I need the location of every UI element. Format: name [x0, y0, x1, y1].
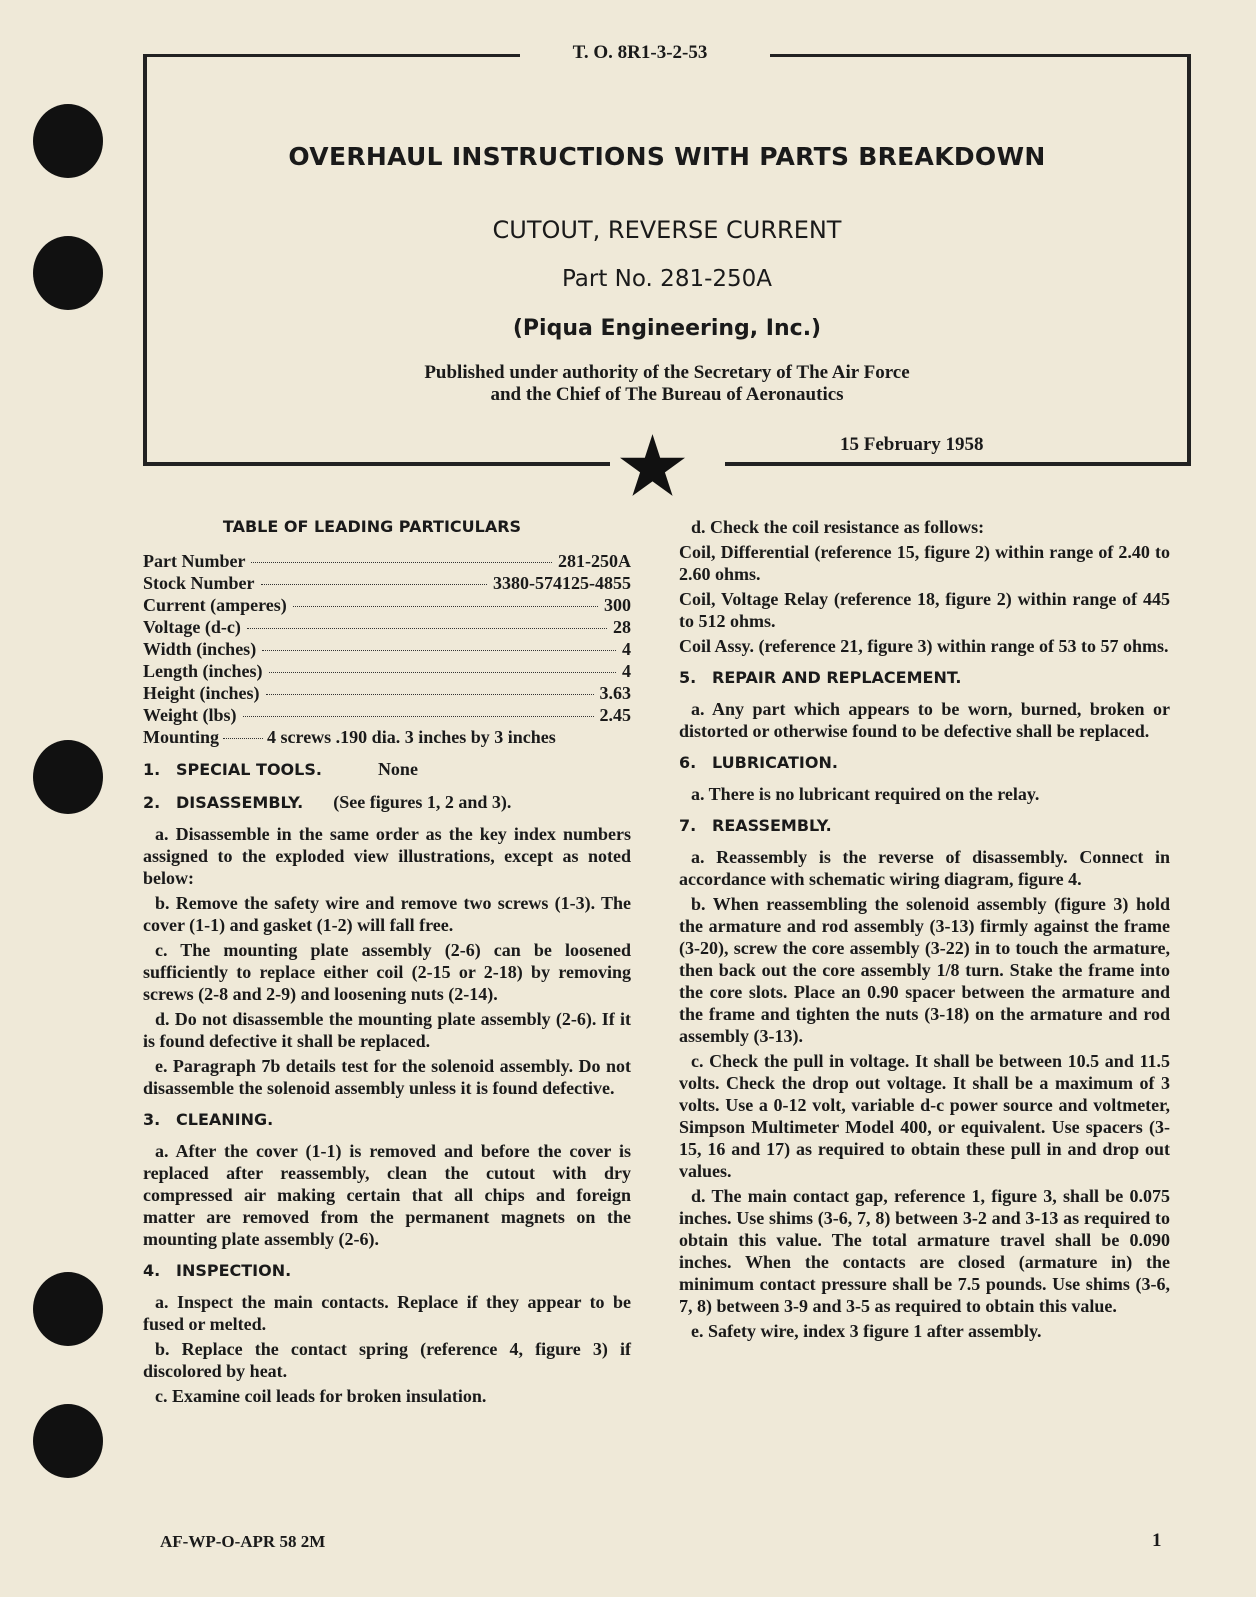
star-icon	[620, 434, 685, 496]
authority-line-2: and the Chief of The Bureau of Aeronautics	[490, 384, 844, 405]
section-heading-lubrication	[679, 752, 1170, 774]
paragraph: c. The mounting plate assembly (2-6) can be loosened sufficiently to replace either coil (2-15 or 2-18) by removing screws (2-8 and 2-9) and loosening nuts (2-14).	[143, 940, 631, 1004]
paragraph: d. The main contact gap, reference 1, figure 3, shall be 0.075 inches. Use shims (3-6, 7, 8) between 3-2 and 3-13 as required to obtain this value. The total armature travel shall be 0.090 inches. When the contacts are closed (armature in) the minimum contact pressure shall be 7.5 pounds. Use shims (3-6, 7, 8) between 3-9 and 3-5 as required to obtain this value.	[679, 1186, 1170, 1316]
part-number-heading: Part No. 281-250A	[561, 266, 773, 292]
paragraph: b. Remove the safety wire and remove two screws (1-3). The cover (1-1) and gasket (1-2) will fall free.	[143, 893, 631, 935]
authority-line-1: Published under authority of the Secretary of The Air Force	[424, 362, 910, 383]
particular-label: Length (inches)	[143, 661, 263, 681]
section-title: CLEANING.	[176, 1110, 274, 1129]
section-heading-repair	[679, 667, 1170, 689]
particular-value: 28	[613, 617, 631, 637]
particular-value: 4	[622, 661, 631, 681]
section-title: INSPECTION.	[176, 1261, 292, 1280]
paragraph: a. Reassembly is the reverse of disassembly. Connect in accordance with schematic wiring diagram, figure 4.	[679, 847, 1170, 889]
particulars-row	[143, 704, 631, 726]
paragraph: d. Do not disassemble the mounting plate assembly (2-6). If it is found defective it shall be replaced.	[143, 1009, 631, 1051]
section-title: LUBRICATION.	[712, 753, 838, 772]
particular-label: Voltage (d-c)	[143, 617, 241, 637]
particulars-row	[143, 682, 631, 704]
particular-label: Height (inches)	[143, 683, 260, 703]
binder-hole-3	[33, 740, 103, 814]
particular-value: 4	[622, 639, 631, 659]
print-code: AF-WP-O-APR 58 2M	[160, 1532, 326, 1551]
section-title: REASSEMBLY.	[712, 816, 832, 835]
paragraph: a. After the cover (1-1) is removed and before the cover is replaced after reassembly, clean the cutout with dry compressed air making certain that all chips and foreign matter are removed from the permanent magnets on the mounting plate assembly (2-6).	[143, 1141, 631, 1249]
authority-statement	[143, 362, 1191, 406]
particular-value: 2.45	[599, 705, 631, 725]
paragraph: a. Any part which appears to be worn, burned, broken or distorted or otherwise found to be defective shall be replaced.	[679, 699, 1170, 741]
page-number: 1	[1152, 1530, 1162, 1551]
paragraph: Coil, Differential (reference 15, figure 2) within range of 2.40 to 2.60 ohms.	[679, 542, 1170, 584]
binder-hole-2	[33, 236, 103, 310]
publication-date: 15 February 1958	[840, 434, 984, 455]
paragraph: c. Check the pull in voltage. It shall be between 10.5 and 11.5 volts. Check the drop out voltage. It shall be a maximum of 3 volts. Use a 0-12 volt, variable d-c power source and voltmeter, Simpson Multimeter Model 400, or equivalent. Use spacers (3-15, 16 and 17) as required to obtain these pull in and drop out values.	[679, 1051, 1170, 1181]
section-number: 1.	[143, 760, 161, 779]
particular-label: Mounting	[143, 727, 220, 747]
particulars-row	[143, 660, 631, 682]
section-title: REPAIR AND REPLACEMENT.	[712, 668, 962, 687]
section-title: DISASSEMBLY.	[176, 793, 304, 812]
to-number: T. O. 8R1-3-2-53	[520, 42, 760, 64]
paragraph: c. Examine coil leads for broken insulation.	[155, 1386, 487, 1406]
particulars-row	[143, 550, 631, 572]
paragraph: a. Inspect the main contacts. Replace if they appear to be fused or melted.	[143, 1292, 631, 1334]
leader-dots	[269, 672, 616, 673]
paragraph: e. Safety wire, index 3 figure 1 after assembly.	[691, 1321, 1042, 1341]
left-column	[143, 516, 631, 1410]
particular-label: Weight (lbs)	[143, 705, 237, 725]
paragraph: d. Check the coil resistance as follows:	[691, 517, 985, 537]
particulars-table	[143, 550, 631, 748]
paragraph: b. When reassembling the solenoid assembly (figure 3) hold the armature and rod assembly (3-13) firmly against the frame (3-20), screw the core assembly (3-22) in to touch the armature, then back out the core assembly 1/8 turn. Stake the frame into the core slots. Place an 0.90 spacer between the armature and the frame and tighten the nuts (3-18) on the armature and rod assembly (3-13).	[679, 894, 1170, 1046]
paragraph: Coil, Voltage Relay (reference 18, figure 2) within range of 445 to 512 ohms.	[679, 589, 1170, 631]
leader-dots	[243, 716, 594, 717]
document-title: OVERHAUL INSTRUCTIONS WITH PARTS BREAKDOWN	[288, 142, 1046, 171]
paragraph: a. Disassemble in the same order as the key index numbers assigned to the exploded view illustrations, except as noted below:	[143, 824, 631, 888]
particulars-title: TABLE OF LEADING PARTICULARS	[222, 517, 522, 536]
section-heading-cleaning	[143, 1109, 631, 1131]
leader-dots	[293, 606, 598, 607]
section-number: 4.	[143, 1261, 161, 1280]
particulars-row	[143, 638, 631, 660]
section-heading-disassembly	[143, 791, 631, 814]
document-subtitle: CUTOUT, REVERSE CURRENT	[492, 216, 842, 244]
binder-hole-4	[33, 1272, 103, 1346]
section-number: 5.	[679, 668, 697, 687]
section-number: 3.	[143, 1110, 161, 1129]
binder-hole-1	[33, 104, 103, 178]
particular-value: 281-250A	[558, 551, 631, 571]
leader-dots	[223, 738, 263, 739]
section-heading-reassembly	[679, 815, 1170, 837]
section-note: (See figures 1, 2 and 3).	[333, 792, 512, 812]
leader-dots	[266, 694, 594, 695]
particulars-row	[143, 594, 631, 616]
section-note: None	[377, 759, 418, 779]
section-number: 2.	[143, 793, 161, 812]
particular-label: Stock Number	[143, 573, 255, 593]
particular-value: 3380-574125-4855	[493, 573, 631, 593]
section-title: SPECIAL TOOLS.	[176, 760, 322, 779]
paragraph: a. There is no lubricant required on the relay.	[691, 784, 1040, 804]
particular-label: Current (amperes)	[143, 595, 287, 615]
paragraph: Coil Assy. (reference 21, figure 3) within range of 53 to 57 ohms.	[679, 636, 1169, 656]
leader-dots	[261, 584, 488, 585]
paragraph: e. Paragraph 7b details test for the solenoid assembly. Do not disassemble the solenoid assembly unless it is found defective.	[143, 1056, 631, 1098]
particular-label: Width (inches)	[143, 639, 257, 659]
particular-label: Part Number	[143, 551, 246, 571]
section-heading-inspection	[143, 1260, 631, 1282]
leader-dots	[251, 562, 552, 563]
manufacturer: (Piqua Engineering, Inc.)	[512, 316, 822, 341]
particulars-row	[143, 572, 631, 594]
section-heading-special-tools	[143, 758, 631, 781]
right-column	[679, 516, 1170, 1345]
particular-value: 3.63	[599, 683, 631, 703]
paragraph: b. Replace the contact spring (reference 4, figure 3) if discolored by heat.	[143, 1339, 631, 1381]
binder-hole-5	[33, 1404, 103, 1478]
section-number: 6.	[679, 753, 697, 772]
particulars-row-mounting	[143, 726, 631, 748]
particular-value: 4 screws .190 dia. 3 inches by 3 inches	[267, 727, 556, 747]
section-number: 7.	[679, 816, 697, 835]
particular-value: 300	[604, 595, 631, 615]
particulars-row	[143, 616, 631, 638]
leader-dots	[247, 628, 607, 629]
leader-dots	[262, 650, 616, 651]
